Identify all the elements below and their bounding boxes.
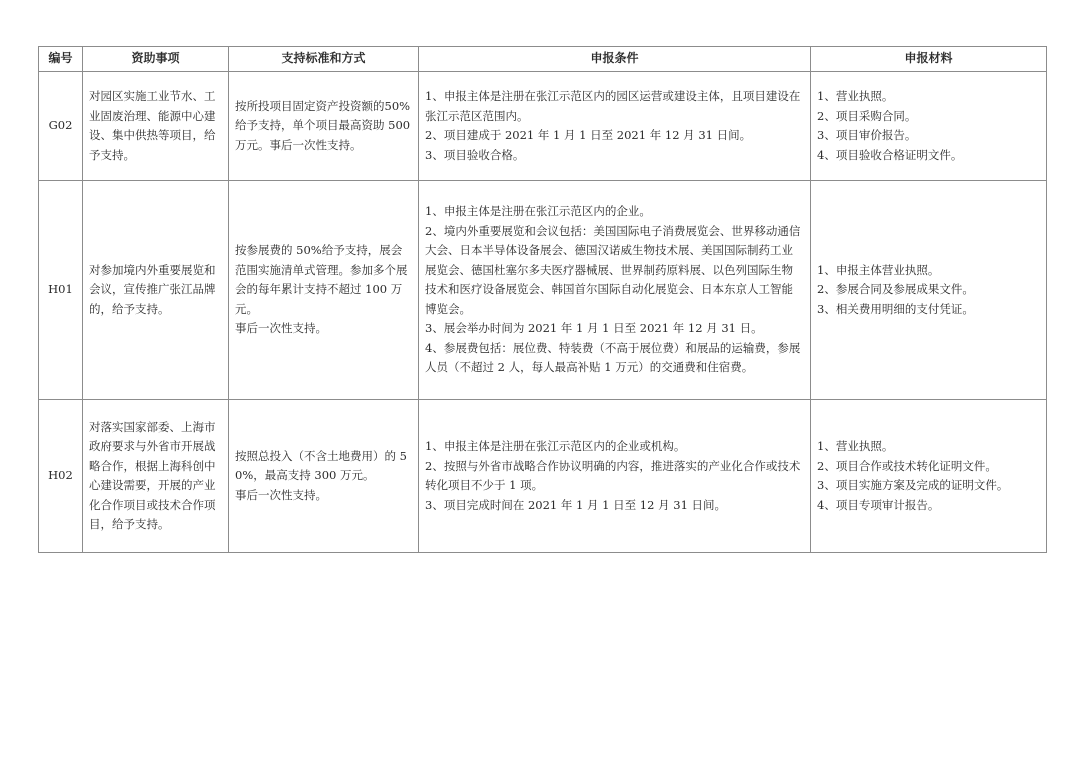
row-materials <box>811 181 1047 400</box>
row-standard <box>229 72 419 181</box>
table-header-row <box>39 47 1047 72</box>
condition-line: 3、展会举办时间为 2021 年 1 月 1 日至 2021 年 12 月 31 日。 <box>425 321 763 336</box>
condition-line: 4、参展费包括：展位费、特装费（不高于展位费）和展品的运输费，参展人员（不超过 2 人，每人最高补贴 1 万元）的交通费和住宿费。 <box>425 340 801 375</box>
standard-line: 事后一次性支持。 <box>235 321 327 336</box>
material-line: 3、相关费用明细的支付凭证。 <box>817 301 974 316</box>
material-line: 2、项目采购合同。 <box>817 108 917 123</box>
condition-line: 2、按照与外省市战略合作协议明确的内容，推进落实的产业化合作或技术转化项目不少于 1 项。 <box>425 458 801 492</box>
row-item: 对园区实施工业节水、工业固废治理、能源中心建设、集中供热等项目，给予支持。 <box>83 72 229 181</box>
table-row <box>39 181 1047 400</box>
material-line: 3、项目审价报告。 <box>817 128 917 142</box>
standard-line: 事后一次性支持。 <box>235 487 327 502</box>
header-standard: 支持标准和方式 <box>229 47 419 72</box>
row-conditions <box>419 400 811 553</box>
header-materials: 申报材料 <box>811 47 1047 72</box>
material-line: 1、营业执照。 <box>817 439 894 453</box>
condition-line: 1、申报主体是注册在张江示范区内的园区运营或建设主体，且项目建设在张江示范区范围内。 <box>425 89 801 123</box>
material-line: 4、项目专项审计报告。 <box>817 497 940 512</box>
material-line: 2、参展合同及参展成果文件。 <box>817 282 974 297</box>
condition-line: 1、申报主体是注册在张江示范区内的企业或机构。 <box>425 439 686 453</box>
row-materials <box>811 72 1047 181</box>
row-code: H02 <box>39 400 83 553</box>
header-conditions: 申报条件 <box>419 47 811 72</box>
row-standard <box>229 400 419 553</box>
row-item: 对参加境内外重要展览和会议，宣传推广张江品牌的，给予支持。 <box>83 181 229 400</box>
row-standard <box>229 181 419 400</box>
row-code: G02 <box>39 72 83 181</box>
row-materials <box>811 400 1047 553</box>
standard-line: 按所投项目固定资产投资额的50%给予支持，单个项目最高资助 500 万元。事后一次性支持。 <box>235 98 411 152</box>
material-line: 4、项目验收合格证明文件。 <box>817 147 963 162</box>
material-line: 3、项目实施方案及完成的证明文件。 <box>817 478 1009 492</box>
condition-line: 3、项目完成时间在 2021 年 1 月 1 日至 12 月 31 日间。 <box>425 497 727 512</box>
condition-line: 1、申报主体是注册在张江示范区内的企业。 <box>425 204 651 219</box>
material-line: 1、申报主体营业执照。 <box>817 262 940 277</box>
material-line: 1、营业执照。 <box>817 89 894 103</box>
row-code: H01 <box>39 181 83 400</box>
row-conditions <box>419 181 811 400</box>
material-line: 2、项目合作或技术转化证明文件。 <box>817 458 997 473</box>
table-row <box>39 72 1047 181</box>
header-code: 编号 <box>39 47 83 72</box>
condition-line: 3、项目验收合格。 <box>425 147 525 162</box>
condition-line: 2、境内外重要展览和会议包括：美国国际电子消费展览会、世界移动通信大会、日本半导体设备展会、德国汉诺威生物技术展、美国国际制药工业展览会、德国杜塞尔多夫医疗器械展、世界制药原料展、以色列国际生物技术和医疗设备展览会、韩国首尔国际自动化展览会、日本东京人工智能博览会。 <box>425 223 801 316</box>
standard-line: 按参展费的 50%给予支持，展会范围实施清单式管理。参加多个展会的每年累计支持不超过 100 万元。 <box>235 243 408 316</box>
funding-policy-table <box>38 46 1047 553</box>
row-conditions <box>419 72 811 181</box>
condition-line: 2、项目建成于 2021 年 1 月 1 日至 2021 年 12 月 31 日间。 <box>425 128 752 142</box>
standard-line: 按照总投入（不含土地费用）的 50%，最高支持 300 万元。 <box>235 448 407 483</box>
table-row <box>39 400 1047 553</box>
header-item: 资助事项 <box>83 47 229 72</box>
row-item: 对落实国家部委、上海市政府要求与外省市开展战略合作，根据上海科创中心建设需要，开展的产业化合作项目或技术合作项目，给予支持。 <box>83 400 229 553</box>
